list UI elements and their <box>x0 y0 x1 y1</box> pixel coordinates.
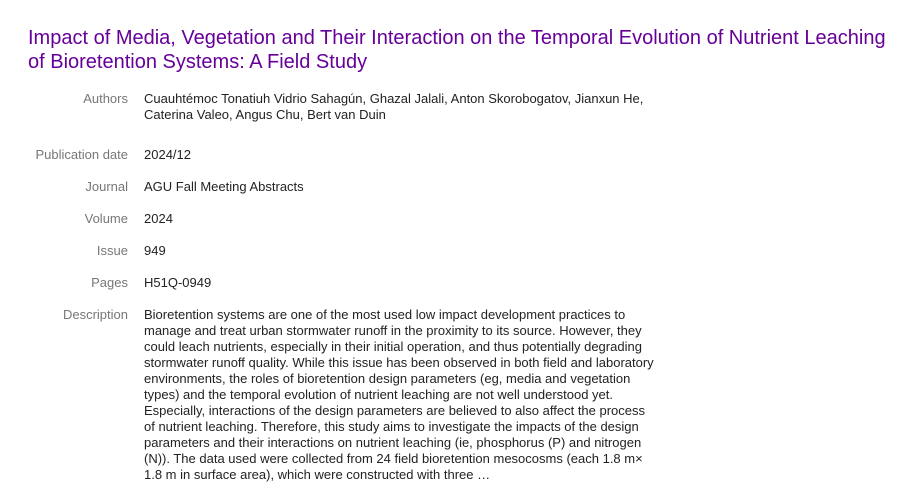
field-value-journal: AGU Fall Meeting Abstracts <box>144 179 304 194</box>
article-title-link[interactable]: Impact of Media, Vegetation and Their Interaction on the Temporal Evolution of Nutrient Leaching of Bioretention Systems: A Field Study <box>28 27 886 73</box>
field-label-authors: Authors <box>83 91 128 106</box>
field-value-publication-date: 2024/12 <box>144 147 191 162</box>
article-fields <box>0 91 905 497</box>
field-label-issue: Issue <box>96 243 128 258</box>
field-issue <box>0 243 905 275</box>
field-authors <box>0 91 905 147</box>
field-label-pages: Pages <box>91 275 128 290</box>
field-value-pages: H51Q-0949 <box>144 275 212 290</box>
field-label-journal: Journal <box>85 179 128 194</box>
field-description <box>0 307 905 497</box>
field-value-issue: 949 <box>144 243 166 258</box>
field-publication-date <box>0 147 905 179</box>
field-label-description: Description <box>62 307 128 322</box>
field-value-authors: Cuauhtémoc Tonatiuh Vidrio Sahagún, Ghazal Jalali, Anton Skorobogatov, Jianxun He, Caterina Valeo, Angus Chu, Bert van Duin <box>144 91 644 122</box>
field-label-volume: Volume <box>84 211 128 226</box>
field-value-volume: 2024 <box>144 211 173 226</box>
field-pages <box>0 275 905 307</box>
field-volume <box>0 211 905 243</box>
field-value-description: Bioretention systems are one of the most used low impact development practices to manage and treat urban stormwater runoff in the proximity to its source. However, they could leach nutrients, especially in their initial operation, and thus potentially degrading stormwater runoff quality. While this issue has been observed in both field and laboratory environments, the roles of bioretention design parameters (eg, media and vegetation types) and the temporal evolution of nutrient leaching are not well understood yet. Especially, interactions of the design parameters are believed to also affect the process of nutrient leaching. Therefore, this study aims to investigate the impacts of the design parameters and their interactions on nutrient leaching (ie, phosphorus (P) and nitrogen (N)). The data used were collected from 24 field bioretention mesocosms (each 1.8 m× 1.8 m in surface area), which were constructed with three … <box>144 307 654 482</box>
field-label-publication-date: Publication date <box>35 147 128 162</box>
field-journal <box>0 179 905 211</box>
